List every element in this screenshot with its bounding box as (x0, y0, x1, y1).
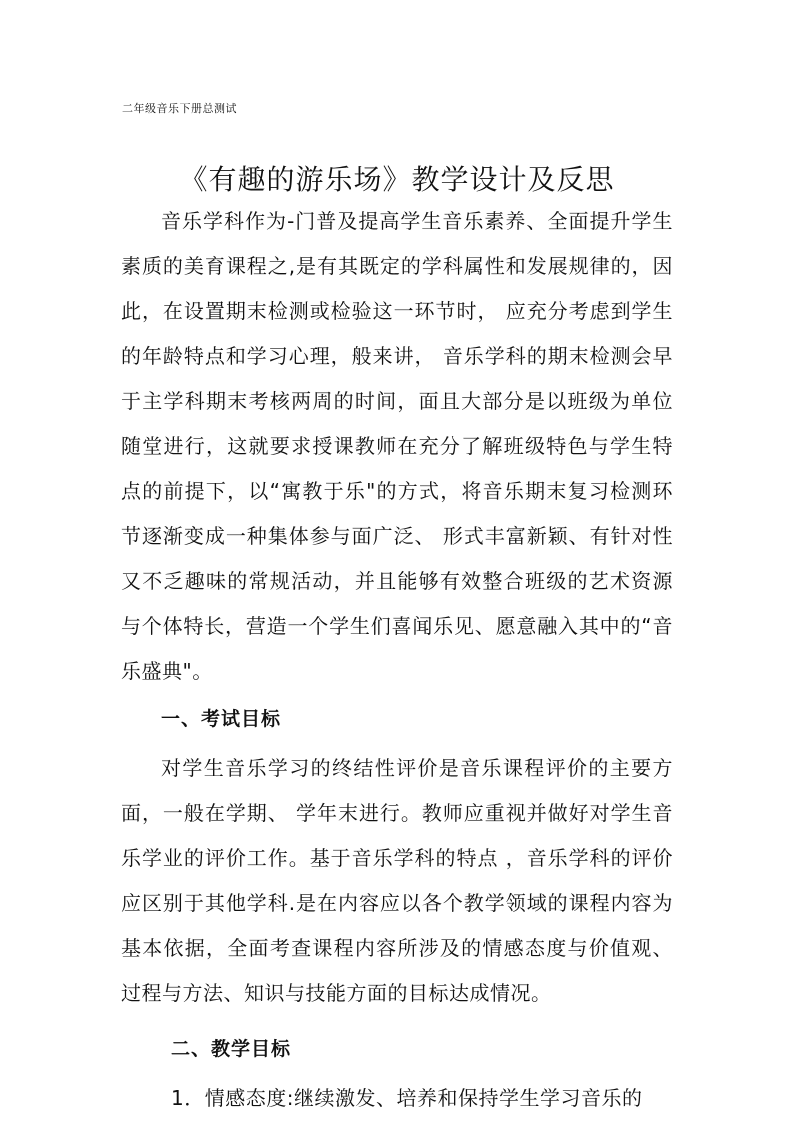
document-body (121, 199, 673, 1121)
exam-goals-paragraph: 对学生音乐学习的终结性评价是音乐课程评价的主要方面，一般在学期、 学年末进行。教师应重视并做好对学生音乐学业的评价工作。基于音乐学科的特点 ，音乐学科的评价应区别于其他学科.是在内容应以各个教学领域的课程内容为基本依据，全面考查课程内容所涉及的情感态度与价值观、过程与方法、知识与技能方面的目标达成情况。 (121, 756, 673, 1005)
document-title: 《有趣的游乐场》教学设计及反思 (179, 163, 615, 196)
header-note: 二年级音乐下册总测试 (122, 102, 237, 115)
teaching-goal-item: 1．情感态度:继续激发、培养和保持学生学习音乐的 (171, 1086, 643, 1110)
section-heading-exam-goals: 一、考试目标 (161, 708, 282, 730)
intro-paragraph: 音乐学科作为-门普及提高学生音乐素养、全面提升学生素质的美育课程之,是有其既定的学科属性和发展规律的，因此，在设置期末检测或检验这一环节时， 应充分考虑到学生的年龄特点和学习心理，般来讲， 音乐学科的期末检测会早于主学科期末考核两周的时间，面且大部分是以班级为单位随堂进行，这就要求授课教师在充分了解班级特色与学生特点的前提下，以“寓教于乐"的方式，将音乐期末复习检测环节逐渐变成一种集体参与面广泛、 形式丰富新颖、有针对性又不乏趣味的常规活动，并且能够有效整合班级的艺术资源与个体特长，营造一个学生们喜闻乐见、愿意融入其中的“音乐盛典"。 (121, 209, 673, 683)
section-heading-teaching-goals: 二、教学目标 (171, 1038, 292, 1060)
